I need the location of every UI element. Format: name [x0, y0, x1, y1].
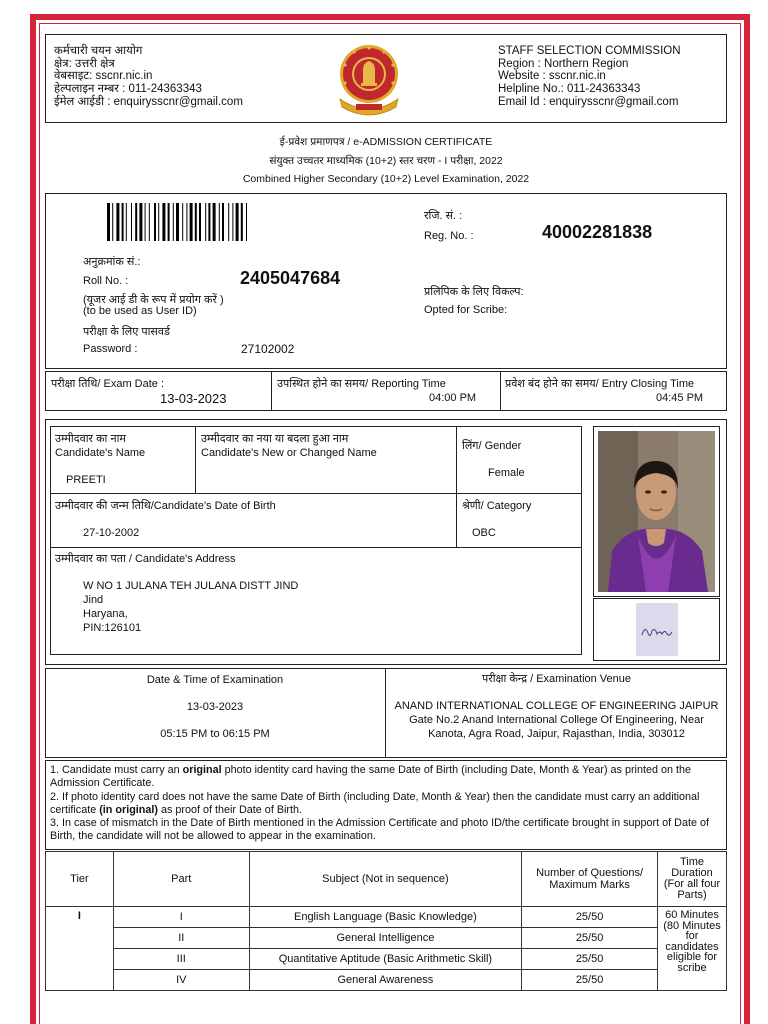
- candidate-details-box: [50, 426, 582, 655]
- subject-cell: General Intelligence: [249, 928, 522, 949]
- row-divider-1: [50, 493, 582, 494]
- row-divider-2: [50, 547, 582, 548]
- category-label: श्रेणी/ Category: [462, 500, 532, 512]
- exam-title-english: Combined Higher Secondary (10+2) Level Examination, 2022: [242, 173, 530, 185]
- subjects-table: [45, 851, 727, 991]
- candidate-name-label-english: Candidate's Name: [55, 447, 146, 459]
- venue-line-3: Kanota, Agra Road, Jaipur, Rajasthan, India, 303012: [428, 728, 685, 740]
- email-english: Email Id : enquirysscnr@gmail.com: [498, 96, 679, 108]
- tier-cell: I: [46, 907, 114, 991]
- region-english: Region : Northern Region: [498, 58, 629, 70]
- region-hindi: क्षेत्र: उत्तरी क्षेत्र: [54, 58, 115, 70]
- table-row: [46, 949, 727, 970]
- gender-value: Female: [488, 467, 525, 479]
- reg-label-english: Reg. No. :: [424, 230, 474, 242]
- password-label-english: Password :: [83, 343, 138, 355]
- venue-label: परीक्षा केन्द्र / Examination Venue: [481, 673, 632, 685]
- subject-cell: General Awareness: [249, 970, 522, 991]
- user-id-note-hindi: (यूजर आई डी के रूप में प्रयोग करें ): [83, 294, 224, 306]
- header-part: Part: [113, 852, 249, 907]
- scribe-label-hindi: प्रलिपिक के लिए विकल्प:: [424, 286, 524, 298]
- password-value: 27102002: [241, 342, 295, 356]
- duration-cell: 60 Minutes (80 Minutes for candidates eligible for scribe: [658, 907, 727, 991]
- certificate-title: ई-प्रवेश प्रमाणपत्र / e-ADMISSION CERTIFICATE: [279, 136, 493, 148]
- closing-time-value: 04:45 PM: [656, 392, 704, 404]
- table-row: [46, 928, 727, 949]
- header-subject: Subject (Not in sequence): [249, 852, 522, 907]
- user-id-note-english: (to be used as User ID): [83, 305, 197, 317]
- marks-cell: 25/50: [522, 949, 658, 970]
- org-name-english: STAFF SELECTION COMMISSION: [498, 45, 681, 57]
- col-divider-gender: [456, 426, 457, 547]
- candidate-photo: [598, 431, 715, 592]
- closing-time-label: प्रवेश बंद होने का समय/ Entry Closing Time: [505, 378, 695, 390]
- new-name-label-english: Candidate's New or Changed Name: [201, 447, 377, 459]
- exam-datetime-label: Date & Time of Examination: [146, 674, 284, 686]
- address-label: उम्मीदवार का पता / Candidate's Address: [55, 553, 236, 565]
- address-line-3: Haryana,: [83, 608, 128, 620]
- candidate-name-value: PREETI: [66, 474, 106, 486]
- part-cell: II: [113, 928, 249, 949]
- dob-value: 27-10-2002: [83, 527, 140, 539]
- marks-cell: 25/50: [522, 907, 658, 928]
- address-line-1: W NO 1 JULANA TEH JULANA DISTT JIND: [83, 580, 299, 592]
- marks-cell: 25/50: [522, 928, 658, 949]
- subject-cell: Quantitative Aptitude (Basic Arithmetic Skill): [249, 949, 522, 970]
- marks-cell: 25/50: [522, 970, 658, 991]
- part-cell: III: [113, 949, 249, 970]
- org-name-hindi: कर्मचारी चयन आयोग: [54, 45, 143, 57]
- address-line-2: Jind: [83, 594, 104, 606]
- candidate-signature: [636, 603, 678, 656]
- scribe-label-english: Opted for Scribe:: [424, 304, 508, 316]
- category-value: OBC: [472, 527, 496, 539]
- table-row: [46, 970, 727, 991]
- candidate-name-label-hindi: उम्मीदवार का नाम: [55, 433, 126, 445]
- instruction-1: 1. Candidate must carry an original photo identity card having the same Date of Birth (including Date, Month & Year) as printed on the Admission Certificate.: [50, 764, 691, 790]
- exam-date-label: परीक्षा तिथि/ Exam Date :: [51, 378, 165, 390]
- dob-label: उम्मीदवार की जन्म तिथि/Candidate's Date of Birth: [55, 500, 276, 512]
- venue-line-1: ANAND INTERNATIONAL COLLEGE OF ENGINEERING JAIPUR: [394, 700, 719, 712]
- exam-time: 05:15 PM to 06:15 PM: [160, 728, 270, 740]
- header-tier: Tier: [46, 852, 114, 907]
- roll-number: 2405047684: [240, 268, 341, 288]
- instructions-list: [50, 764, 722, 844]
- password-label-hindi: परीक्षा के लिए पासवर्ड: [83, 326, 170, 338]
- part-cell: IV: [113, 970, 249, 991]
- table-row: [46, 907, 727, 928]
- exam-title-hindi: संयुक्त उच्चतर माध्यमिक (10+2) स्तर चरण - I परीक्षा, 2022: [269, 155, 503, 167]
- subject-cell: English Language (Basic Knowledge): [249, 907, 522, 928]
- reg-number: 40002281838: [542, 222, 653, 242]
- website-hindi: वेबसाइट: sscnr.nic.in: [54, 70, 153, 82]
- roll-label-english: Roll No. :: [83, 275, 129, 287]
- ssc-emblem-logo: [326, 37, 412, 117]
- header-duration: Time Duration (For all four Parts): [658, 852, 727, 907]
- helpline-hindi: हेल्पलाइन नम्बर : 011-24363343: [54, 83, 202, 95]
- gender-label: लिंग/ Gender: [462, 440, 522, 452]
- col-divider-name: [195, 426, 196, 493]
- reg-label-hindi: रजि. सं. :: [424, 210, 463, 222]
- email-hindi: ईमेल आईडी : enquirysscnr@gmail.com: [54, 96, 243, 108]
- new-name-label-hindi: उम्मीदवार का नया या बदला हुआ नाम: [201, 433, 349, 445]
- helpline-english: Helpline No.: 011-24363343: [498, 83, 641, 95]
- part-cell: I: [113, 907, 249, 928]
- table-header-row: [46, 852, 727, 907]
- address-line-4: PIN:126101: [83, 622, 142, 634]
- instruction-2: 2. If photo identity card does not have the same Date of Birth (including Date, Month & Year) then the candidate must carry an additional certificate (in original) as proof of their Date of Birth.: [50, 790, 700, 816]
- header-marks: Number of Questions/ Maximum Marks: [522, 852, 658, 907]
- roll-label-hindi: अनुक्रमांक सं.:: [83, 256, 141, 268]
- website-english: Website : sscnr.nic.in: [498, 70, 606, 82]
- barcode: [107, 203, 341, 241]
- timing-divider-2: [500, 371, 501, 411]
- timing-divider-1: [271, 371, 272, 411]
- exam-date-value: 13-03-2023: [160, 391, 227, 406]
- instruction-3: 3. In case of mismatch in the Date of Birth mentioned in the Admission Certificate and photo ID/the certificate brought in support of Date of Birth, the candidate will not be allowed to appear in the examination.: [50, 817, 709, 843]
- venue-line-2: Gate No.2 Anand International College Of Engineering, Near: [409, 714, 704, 726]
- reporting-time-value: 04:00 PM: [429, 392, 477, 404]
- reporting-time-label: उपस्थित होने का समय/ Reporting Time: [277, 378, 446, 390]
- exam-date: 13-03-2023: [186, 701, 244, 713]
